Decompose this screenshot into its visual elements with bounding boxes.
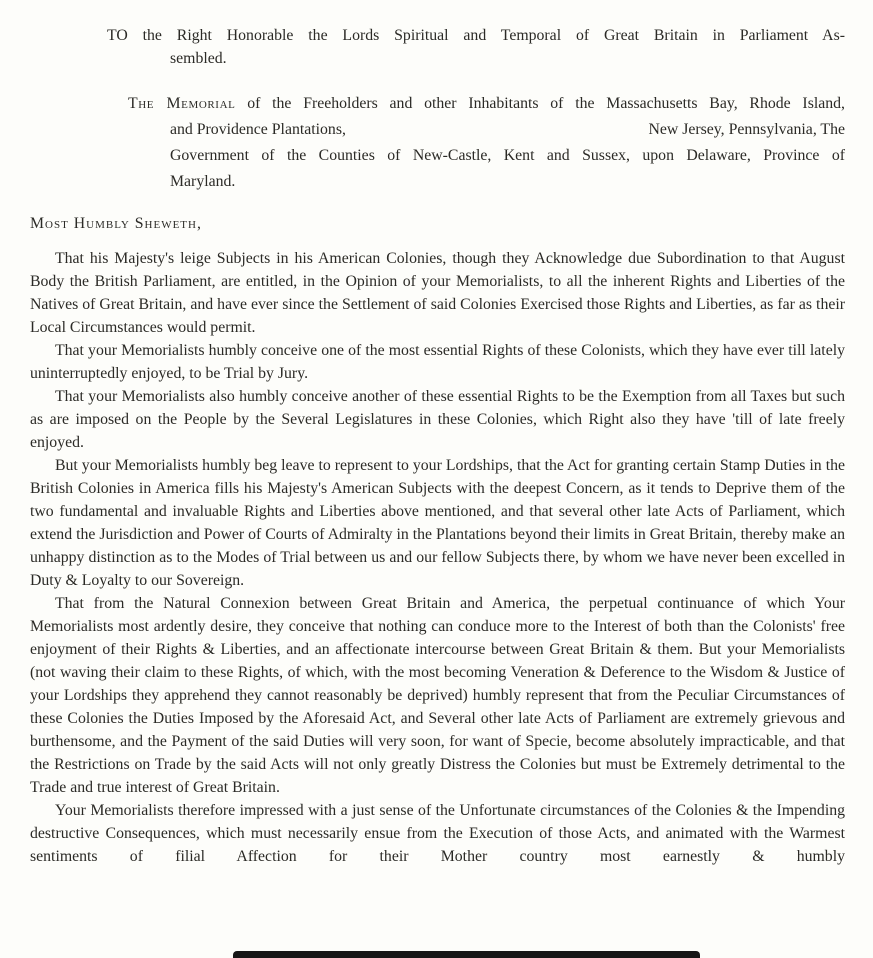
- paragraph-2: That your Memorialists humbly conceive one of the most essential Rights of these Colonists, which they have ever till lately uninterruptedly enjoyed, to be Trial by Jury.: [30, 342, 845, 382]
- paragraph-4: But your Memorialists humbly beg leave to represent to your Lordships, that the Act for granting certain Stamp Duties in the British Colonies in America fills his Majesty's American Subjects with the deepest Concern, as it tends to Deprive them of the two fundamental and invaluable Rights and Liberties above mentioned, and that several other late Acts of Parliament, which extend the Jurisdiction and Power of Courts of Admiralty in the Plantations beyond their limits in Great Britain, thereby make an unhappy distinction as to the Modes of Trial between us and our fellow Subjects there, by whom we have never been excelled in Duty & Loyalty to our Sovereign.: [30, 457, 845, 589]
- address-line-1: TO the Right Honorable the Lords Spiritual and Temporal of Great Britain in Parliament As-: [107, 27, 845, 44]
- memorial-line-2-right: New Jersey, Pennsylvania, The: [648, 121, 845, 138]
- memorial-line-4: Maryland.: [170, 173, 236, 190]
- memorial-line-3: Government of the Counties of New-Castle, Kent and Sussex, upon Delaware, Province of: [170, 147, 845, 164]
- paragraph-1: That his Majesty's leige Subjects in his American Colonies, though they Acknowledge due Subordination to that August Body the British Parliament, are entitled, in the Opinion of your Memorialists, to all the inherent Rights and Liberties of the Natives of Great Britain, and have ever since the Settlement of said Colonies Exercised those Rights and Liberties, as far as their Local Circumstances would permit.: [30, 250, 845, 336]
- paragraph-5: That from the Natural Connexion between Great Britain and America, the perpetual continuance of which Your Memorialists most ardently desire, they conceive that nothing can conduce more to the Interest of both than the Colonists' free enjoyment of their Rights & Liberties, and an affectionate intercourse between Great Britain & them. But your Memorialists (not waving their claim to these Rights, of which, with the most becoming Veneration & Deference to the Wisdom & Justice of your Lordships they apprehend they cannot reasonably be deprived) humbly represent that from the Peculiar Circumstances of these Colonies the Duties Imposed by the Aforesaid Act, and Several other late Acts of Parliament are extremely grievous and burthensome, and the Payment of the said Duties will very soon, for want of Specie, become absolutely impracticable, and that the Restrictions on Trade by the said Acts will not only greatly Distress the Colonies but must be Extremely detrimental to the Trade and true interest of Great Britain.: [30, 595, 845, 796]
- memorial-body: [30, 247, 845, 868]
- paragraph-6: Your Memorialists therefore impressed with a just sense of the Unfortunate circumstances of the Colonies & the Impending destructive Consequences, which must necessarily ensue from the Execution of those Acts, and animated with the Warmest sentiments of filial Affection for their Mother country most earnestly & humbly: [30, 802, 845, 865]
- address-line-2: sembled.: [170, 50, 227, 67]
- memorial-line-2: [170, 117, 845, 143]
- memorial-heading: [30, 91, 845, 195]
- paragraph-3: That your Memorialists also humbly conceive another of these essential Rights to be the Exemption from all Taxes but such as are imposed on the People by the Several Legislatures in these Colonies, which Right also they have 'till of late freely enjoyed.: [30, 388, 845, 451]
- memorial-line-2-left: and Providence Plantations,: [170, 121, 346, 138]
- scan-edge-artifact: [233, 951, 700, 958]
- memorial-line-1-rest: of the Freeholders and other Inhabitants of the Massachusetts Bay, Rhode Island,: [235, 95, 845, 112]
- memorial-line-1: [128, 91, 845, 117]
- address-heading: [30, 24, 845, 70]
- memorial-lead: The Memorial: [128, 95, 236, 112]
- sheweth-line: Most Humbly Sheweth,: [30, 215, 202, 232]
